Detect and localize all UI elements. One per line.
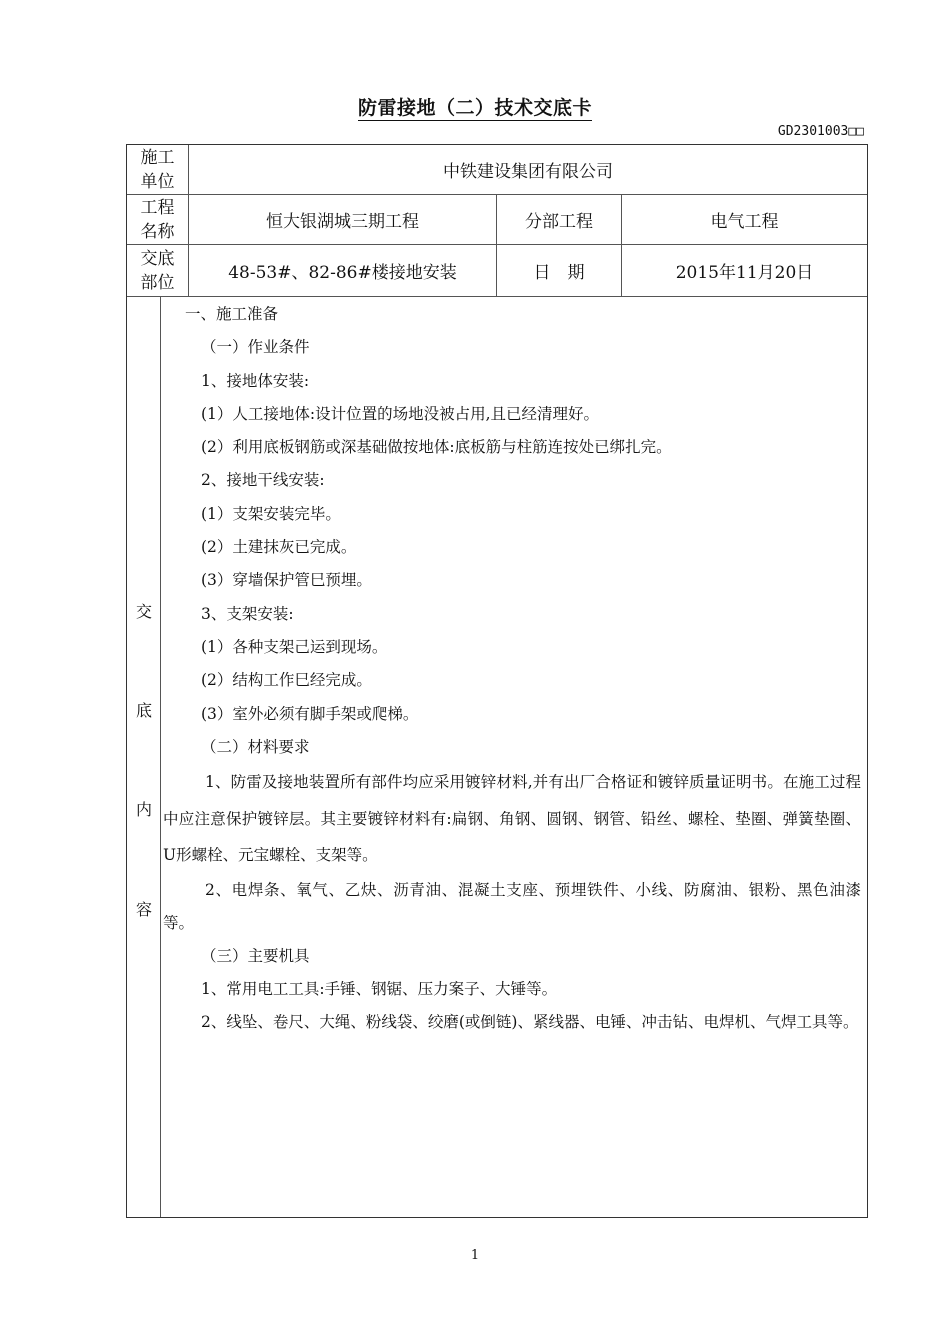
content-label-char-4: 容 [135, 900, 152, 919]
content-line: (3）穿墙保护管巳预埋。 [201, 571, 372, 590]
document-code: GD2301003□□ [777, 124, 864, 139]
content-line: (3）室外必须有脚手架或爬梯。 [201, 704, 419, 723]
content-line: 1、常用电工工具:手锤、钢锯、压力案子、大锤等。 [201, 979, 558, 998]
content-line: (1）人工接地体:设计位置的场地没被占用,且已经清理好。 [201, 404, 600, 423]
subsection-label: 分部工程 [496, 195, 621, 244]
content-paragraph: 1、防雷及接地装置所有部件均应采用镀锌材料,并有出厂合格证和镀锌质量证明书。在施工过程中应注意保护镀锌层。其主要镀锌材料有:扁钢、角钢、圆钢、钢管、铅丝、螺栓、垫圈、弹簧垫圈、U形螺栓、元宝螺栓、支架等。 [163, 773, 861, 865]
content-line: (2）结构工作巳经完成。 [201, 671, 372, 690]
unit-label: 施工 单位 [127, 145, 189, 194]
part-row [127, 245, 867, 297]
content-line: 2、线坠、卷尺、大绳、粉线袋、绞磨(或倒链)、紧线器、电锤、冲击钻、电焊机、气焊工具等。 [201, 1013, 859, 1032]
project-row [127, 195, 867, 245]
subsection-heading: （一）作业条件 [201, 338, 310, 357]
subsection-heading: （二）材料要求 [201, 737, 310, 756]
content-line: (1）支架安装完毕。 [201, 504, 341, 523]
document-title: 防雷接地（二）技术交底卡 [357, 97, 592, 119]
project-label: 工程 名称 [127, 195, 189, 244]
part-value: 48-53#、82-86#楼接地安装 [228, 263, 457, 283]
date-value: 2015年11月20日 [621, 245, 867, 296]
content-line: (2）利用底板钢筋或深基础做按地体:底板筋与柱筋连按处已绑扎完。 [201, 438, 672, 457]
date-label: 日 期 [496, 245, 621, 296]
content-body [161, 297, 867, 1217]
content-label-char-2: 底 [135, 701, 152, 720]
subsection-value: 电气工程 [621, 195, 867, 244]
content-line: (1）各种支架己运到现场。 [201, 637, 388, 656]
disclosure-table [126, 144, 868, 1218]
section-heading: 一、施工准备 [185, 305, 279, 323]
page-number: 1 [470, 1248, 480, 1263]
content-label-char-1: 交 [135, 602, 152, 621]
project-value: 恒大银湖城三期工程 [266, 212, 419, 232]
part-label: 交底 部位 [127, 245, 189, 296]
content-line: (2）土建抹灰已完成。 [201, 538, 357, 557]
content-label-char-3: 内 [135, 800, 152, 819]
unit-value: 中铁建设集团有限公司 [443, 162, 613, 182]
content-paragraph: 2、电焊条、氧气、乙炔、沥青油、混凝土支座、预埋铁件、小线、防腐油、银粉、黑色油漆等。 [163, 880, 861, 932]
content-line: 3、支架安装: [201, 604, 294, 623]
content-label [127, 297, 161, 1217]
content-line: 1、接地体安装: [201, 371, 310, 390]
content-line: 2、接地干线安装: [201, 471, 325, 490]
subsection-heading: （三）主要机具 [201, 946, 310, 965]
unit-row [127, 145, 867, 195]
